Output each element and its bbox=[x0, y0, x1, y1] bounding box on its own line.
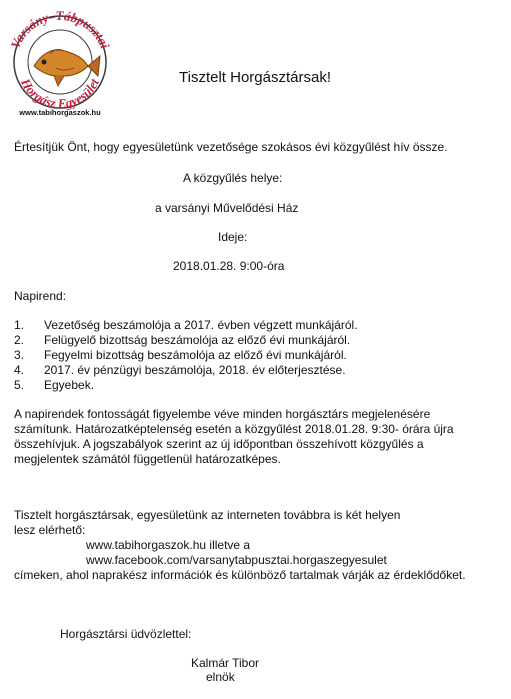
item-text: Egyebek. bbox=[44, 378, 95, 392]
facebook-link[interactable]: www.facebook.com/varsanytabpusztai.horgaszegyesulet bbox=[86, 553, 387, 567]
item-number: 1. bbox=[14, 318, 25, 332]
logo-ring-top: Varsány–Tábpusztai bbox=[7, 7, 113, 51]
intro-text: Értesítjük Önt, hogy egyesületünk vezetősége szokásos évi közgyűlést hív össze. bbox=[14, 140, 448, 154]
item-text: 2017. év pénzügyi beszámolója, 2018. év előterjesztése. bbox=[44, 363, 346, 377]
item-text: Fegyelmi bizottság beszámolója az előző évi munkájáról. bbox=[44, 348, 347, 362]
item-number: 3. bbox=[14, 348, 25, 362]
agenda-label: Napirend: bbox=[14, 289, 67, 303]
meeting-time: 2018.01.28. 9:00-óra bbox=[173, 259, 285, 273]
greeting: Horgásztársi üdvözlettel: bbox=[60, 627, 192, 641]
website-link[interactable]: www.tabihorgaszok.hu illetve a bbox=[86, 538, 251, 552]
internet-paragraph: Tisztelt horgásztársak, egyesületünk az interneten továbbra is két helyen lesz elérhető: bbox=[14, 508, 401, 537]
item-number: 5. bbox=[14, 378, 25, 392]
item-number: 2. bbox=[14, 333, 25, 347]
logo-url: www.tabihorgaszok.hu bbox=[19, 108, 101, 117]
notice-paragraph: A napirendek fontosságát figyelembe véve minden horgásztárs megjelenésére számítunk. Határozatképtelenség esetén a közgyűlést 2018.01.28. 9:30- órára újra összehívjuk. A jogszabályok szerint az új időpontban összehívott közgyűlés a megjelentek számától függetlenül határozatképes. bbox=[14, 407, 454, 466]
signatory-role: elnök bbox=[206, 670, 235, 684]
item-number: 4. bbox=[14, 363, 25, 377]
time-label: Ideje: bbox=[218, 230, 248, 244]
signatory-name: Kalmár Tibor bbox=[191, 656, 260, 670]
club-logo-graphic bbox=[4, 2, 116, 120]
venue-label: A közgyűlés helye: bbox=[183, 171, 283, 185]
page-title: Tisztelt Horgásztársak! bbox=[179, 69, 331, 86]
club-logo bbox=[4, 2, 116, 120]
internet-after-text: címeken, ahol naprakész információk és különböző tartalmak várják az érdeklődőket. bbox=[14, 568, 466, 582]
logo-ring-bottom: Horgász Egyesület bbox=[18, 75, 102, 112]
venue-place: a varsányi Művelődési Ház bbox=[155, 201, 299, 215]
item-text: Vezetőség beszámolója a 2017. évben végzett munkájáról. bbox=[44, 318, 358, 332]
item-text: Felügyelő bizottság beszámolója az előző évi munkájáról. bbox=[44, 333, 351, 347]
